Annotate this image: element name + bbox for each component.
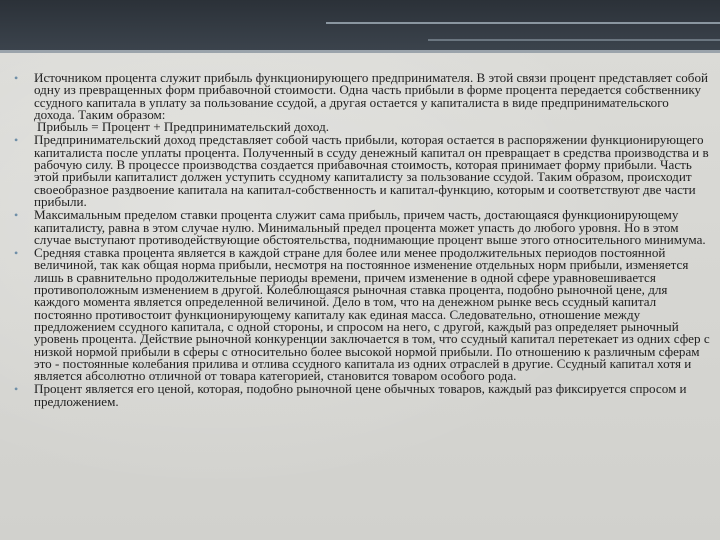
header-accent-line xyxy=(326,22,720,24)
paragraph-text: Процент является его ценой, которая, подобно рыночной цене обычных товаров, каждый раз фиксируется спросом и предложением. xyxy=(34,381,687,409)
header-band xyxy=(0,0,720,50)
paragraph-text: Средняя ставка процента является в каждой стране для более или менее продолжительных периодов постоянной величиной, так как общая норма прибыли, несмотря на постоянное изменение отдельных норм прибыли, изменяется лишь в сравнительно продолжительные периоды времени, причем изменение в одной сфере уравновешивается противоположным изменением в другой. Колеблющаяся рыночная ставка процента, подобно рыночной цене, для каждого момента является определенной величиной. Дело в том, что на денежном рынке весь ссудный капитал постоянно противостоит функционирующему капиталу как единая масса. Следовательно, отношение между предложением ссудного капитала, с одной стороны, и спросом на него, с другой, каждый раз определяет рыночный уровень процента. Действие рыночной конкуренции заключается в том, что ссудный капитал перетекает из одних сфер с низкой нормой прибыли в сферы с относительно более высокой нормой прибыли. По отношению к различным сферам это - постоянные колебания прилива и отлива ссудного капитала из одних отраслей в другие. Ссудный капитал хотя и является абсолютно отличной от товара категорией, становится товаром особого рода. xyxy=(34,245,710,384)
bullet-icon: • xyxy=(14,382,19,397)
list-item xyxy=(12,383,712,408)
formula-text: Прибыль = Процент + Предпринимательский доход. xyxy=(37,119,330,135)
header-divider xyxy=(0,50,720,53)
paragraph-text: Источником процента служит прибыль функционирующего предпринимателя. В этой связи процент представляет собой одну из превращенных форм прибавочной стоимости. Одна часть прибыли в форме процента передается собственнику ссудного капитала в уплату за пользование ссудой, а другая остается у капиталиста в виде предпринимательского дохода. Таким образом: xyxy=(34,70,709,122)
header-accent-line xyxy=(428,39,720,41)
list-item xyxy=(12,134,712,208)
bullet-list xyxy=(12,72,712,409)
paragraph-text: Максимальным пределом ставки процента служит сама прибыль, причем часть, достающаяся функционирующему капиталисту, равна в этом случае нулю. Минимальный предел процента может упасть до любого уровня. Но в этом случае выступают противодействующие обстоятельства, поднимающие процент выше этого относительного минимума. xyxy=(34,207,706,247)
paragraph-text: Предпринимательский доход представляет собой часть прибыли, которая остается в распоряжении функционирующего капиталиста после уплаты процента. Полученный в ссуду денежный капитал он превращает в средства производства и в рабочую силу. В процессе производства создается прибавочная стоимость, которая принимает форму прибыли. Часть этой прибыли капиталист должен уступить ссудному капиталисту за пользование ссудой. Таким образом, происходит своеобразное раздвоение капитала на капитал-собственность и капитал-функцию, которым и соответствуют две части прибыли. xyxy=(34,132,709,209)
bullet-icon: • xyxy=(14,133,19,148)
list-item xyxy=(12,209,712,246)
list-item xyxy=(12,72,712,133)
bullet-icon: • xyxy=(14,246,19,261)
bullet-icon: • xyxy=(14,208,19,223)
bullet-icon: • xyxy=(14,71,19,85)
list-item xyxy=(12,247,712,382)
